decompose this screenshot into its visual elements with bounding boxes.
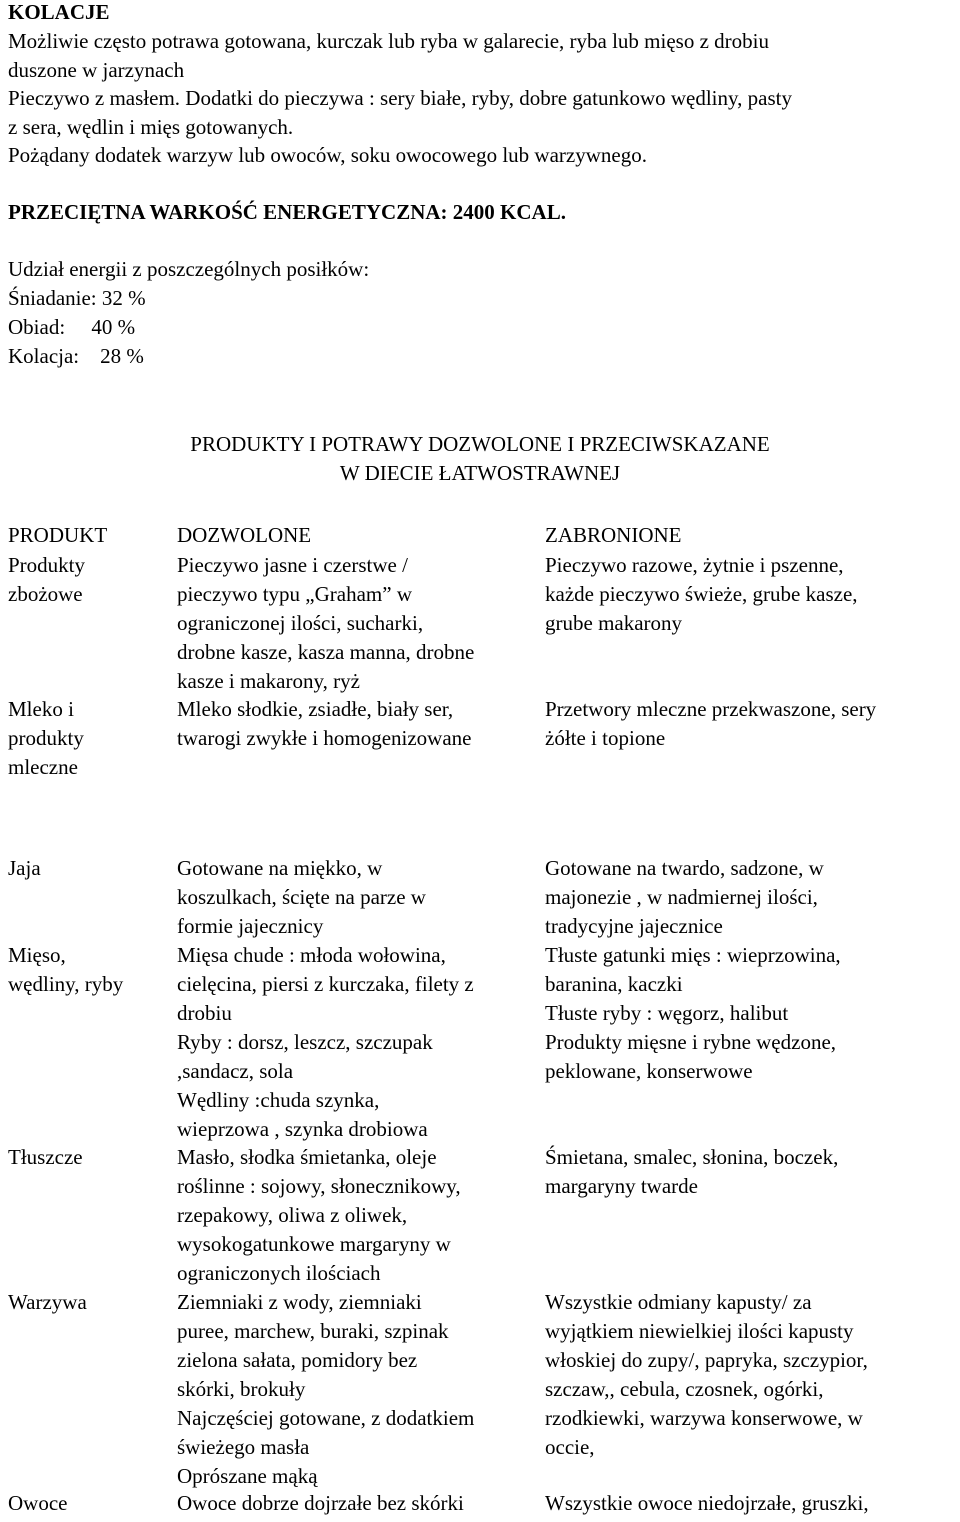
intro-line: Możliwie często potrawa gotowana, kurczak lub ryba w galarecie, ryba lub mięso z drobiu	[8, 29, 769, 53]
cell-line: zbożowe	[8, 582, 83, 606]
intro-line: z sera, wędlin i mięs gotowanych.	[8, 115, 294, 139]
header-product: PRODUKT	[8, 523, 108, 547]
cell-line: Wszystkie odmiany kapusty/ za	[545, 1290, 812, 1314]
meal-share-breakfast: Śniadanie: 32 %	[8, 286, 146, 310]
cell-line: rzepakowy, oliwa z oliwek,	[177, 1203, 408, 1227]
cell-line: wysokogatunkowe margaryny w	[177, 1232, 451, 1256]
cell-line: Gotowane na twardo, sadzone, w	[545, 856, 824, 880]
cell-line: wędliny, ryby	[8, 972, 124, 996]
energy-value: PRZECIĘTNA WARKOŚĆ ENERGETYCZNA: 2400 KCAL.	[8, 200, 566, 224]
intro-line: Pieczywo z masłem. Dodatki do pieczywa : sery białe, ryby, dobre gatunkowo wędliny, pasty	[8, 86, 792, 110]
cell-line: Mleko słodkie, zsiadłe, biały ser,	[177, 697, 454, 721]
table-row-product	[8, 854, 168, 883]
intro-line: Pożądany dodatek warzyw lub owoców, soku owocowego lub warzywnego.	[8, 143, 647, 167]
cell-line: baranina, kaczki	[545, 972, 683, 996]
cell-line: formie jajecznicy	[177, 914, 324, 938]
header-forbidden: ZABRONIONE	[545, 523, 682, 547]
cell-line: Mięsa chude : młoda wołowina,	[177, 943, 446, 967]
table-row-product	[8, 1143, 168, 1172]
cell-line: Masło, słodka śmietanka, oleje	[177, 1145, 437, 1169]
cell-line: Pieczywo razowe, żytnie i pszenne,	[545, 553, 844, 577]
cell-line: drobne kasze, kasza manna, drobne	[177, 640, 475, 664]
table-row-allowed	[177, 1489, 537, 1518]
cell-line: Jaja	[8, 856, 41, 880]
cell-line: Wszystkie owoce niedojrzałe, gruszki,	[545, 1491, 869, 1515]
cell-line: Wędliny :chuda szynka,	[177, 1088, 380, 1112]
table-row-product	[8, 695, 168, 782]
meal-share-dinner: Obiad: 40 %	[8, 315, 136, 339]
cell-line: majonezie , w nadmiernej ilości,	[545, 885, 818, 909]
cell-line: Mleko i	[8, 697, 74, 721]
cell-line: świeżego masła	[177, 1435, 310, 1459]
cell-line: wieprzowa , szynka drobiowa	[177, 1117, 428, 1141]
cell-line: Tłuszcze	[8, 1145, 83, 1169]
cell-line: Ryby : dorsz, leszcz, szczupak	[177, 1030, 433, 1054]
cell-line: ,sandacz, sola	[177, 1059, 294, 1083]
cell-line: produkty	[8, 726, 84, 750]
cell-line: Przetwory mleczne przekwaszone, sery	[545, 697, 877, 721]
cell-line: skórki, brokuły	[177, 1377, 306, 1401]
table-row-forbidden	[545, 941, 955, 1086]
section-title: KOLACJE	[8, 0, 110, 24]
table-row-forbidden	[545, 551, 955, 638]
cell-line: szczaw,, cebula, czosnek, ogórki,	[545, 1377, 824, 1401]
table-row-allowed	[177, 1288, 537, 1491]
cell-line: Mięso,	[8, 943, 66, 967]
table-row-product	[8, 941, 168, 999]
cell-line: Oprószane mąką	[177, 1464, 318, 1488]
intro-line: duszone w jarzynach	[8, 58, 185, 82]
meal-share-supper: Kolacja: 28 %	[8, 344, 144, 368]
cell-line: rzodkiewki, warzywa konserwowe, w	[545, 1406, 863, 1430]
cell-line: Produkty mięsne i rybne wędzone,	[545, 1030, 837, 1054]
cell-line: peklowane, konserwowe	[545, 1059, 753, 1083]
cell-line: mleczne	[8, 755, 78, 779]
table-row-forbidden	[545, 1489, 955, 1518]
table-row-allowed	[177, 941, 537, 1144]
table-row-product	[8, 551, 168, 609]
cell-line: wyjątkiem niewielkiej ilości kapusty	[545, 1319, 854, 1343]
cell-line: drobiu	[177, 1001, 232, 1025]
cell-line: occie,	[545, 1435, 595, 1459]
cell-line: koszulkach, ścięte na parze w	[177, 885, 426, 909]
cell-line: zielona sałata, pomidory bez	[177, 1348, 418, 1372]
table-row-allowed	[177, 1143, 537, 1288]
cell-line: puree, marchew, buraki, szpinak	[177, 1319, 449, 1343]
cell-line: Warzywa	[8, 1290, 87, 1314]
cell-line: pieczywo typu „Graham” w	[177, 582, 412, 606]
cell-line: Najczęściej gotowane, z dodatkiem	[177, 1406, 475, 1430]
cell-line: Śmietana, smalec, słonina, boczek,	[545, 1145, 839, 1169]
energy-share-title: Udział energii z poszczególnych posiłków:	[8, 257, 370, 281]
header-allowed: DOZWOLONE	[177, 523, 312, 547]
table-row-product	[8, 1288, 168, 1317]
cell-line: żółte i topione	[545, 726, 666, 750]
table-row-allowed	[177, 854, 537, 941]
table-row-forbidden	[545, 695, 955, 753]
cell-line: ograniczonych ilościach	[177, 1261, 381, 1285]
cell-line: Pieczywo jasne i czerstwe /	[177, 553, 408, 577]
table-row-allowed	[177, 551, 537, 696]
table-heading-line1: PRODUKTY I POTRAWY DOZWOLONE I PRZECIWSKAZANE	[190, 432, 770, 456]
cell-line: cielęcina, piersi z kurczaka, filety z	[177, 972, 474, 996]
cell-line: Owoce dobrze dojrzałe bez skórki	[177, 1491, 464, 1515]
cell-line: Produkty	[8, 553, 86, 577]
cell-line: włoskiej do zupy/, papryka, szczypior,	[545, 1348, 868, 1372]
cell-line: Tłuste ryby : węgorz, halibut	[545, 1001, 789, 1025]
cell-line: twarogi zwykłe i homogenizowane	[177, 726, 472, 750]
cell-line: każde pieczywo świeże, grube kasze,	[545, 582, 858, 606]
cell-line: kasze i makarony, ryż	[177, 669, 360, 693]
table-row-allowed	[177, 695, 537, 753]
table-row-product	[8, 1489, 168, 1518]
cell-line: ograniczonej ilości, sucharki,	[177, 611, 424, 635]
table-row-forbidden	[545, 1143, 955, 1201]
cell-line: grube makarony	[545, 611, 683, 635]
cell-line: margaryny twarde	[545, 1174, 698, 1198]
table-row-forbidden	[545, 1288, 955, 1462]
table-heading-line2: W DIECIE ŁATWOSTRAWNEJ	[339, 461, 621, 485]
cell-line: tradycyjne jajecznice	[545, 914, 723, 938]
cell-line: Gotowane na miękko, w	[177, 856, 383, 880]
cell-line: Tłuste gatunki mięs : wieprzowina,	[545, 943, 841, 967]
cell-line: Owoce	[8, 1491, 68, 1515]
table-row-forbidden	[545, 854, 955, 941]
cell-line: Ziemniaki z wody, ziemniaki	[177, 1290, 422, 1314]
cell-line: roślinne : sojowy, słonecznikowy,	[177, 1174, 461, 1198]
